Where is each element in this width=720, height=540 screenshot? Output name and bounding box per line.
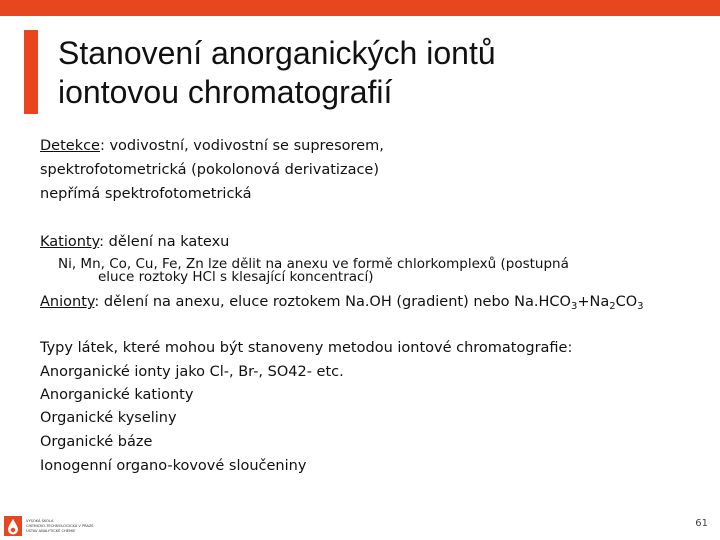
- footer-logo-line1: VYSOKÁ ŠKOLA: [26, 519, 54, 523]
- kationty-text: : dělení na katexu: [99, 234, 230, 250]
- kationty-detail1: Ni, Mn, Co, Cu, Fe, Zn lze dělit na anexu ve formě chlorkomplexů (postupná: [58, 256, 569, 272]
- footer-logo: [4, 516, 124, 538]
- flask-logo-icon: [4, 516, 22, 536]
- detekce-line2: spektrofotometrická (pokolonová derivatizace): [40, 162, 380, 178]
- footer-logo-line2: CHEMICKO-TECHNOLOGICKÁ V PRAZE: [26, 524, 94, 528]
- slide-title: [58, 34, 698, 112]
- slide-title-line2: iontovou chromatografií: [58, 74, 393, 110]
- anionty-line: [40, 292, 644, 312]
- title-accent-bar: [24, 30, 38, 114]
- kationty-line: [40, 232, 229, 252]
- types-item-2: Anorganické kationty: [40, 387, 194, 403]
- detekce-text1: : vodivostní, vodivostní se supresorem,: [99, 138, 384, 154]
- kationty-label: Kationty: [40, 234, 100, 250]
- top-accent-bar: [0, 0, 720, 16]
- types-intro: Typy látek, které mohou být stanoveny metodou iontové chromatografie:: [40, 340, 573, 356]
- detekce-label: Detekce: [40, 138, 100, 154]
- detekce-line3: nepřímá spektrofotometrická: [40, 186, 252, 202]
- anionty-sub1: 3: [570, 301, 578, 312]
- anionty-label: Anionty: [40, 294, 95, 310]
- slide-title-line1: Stanovení anorganických iontů: [58, 35, 496, 71]
- types-item-1: Anorganické ionty jako Cl-, Br-, SO42- etc.: [40, 364, 344, 380]
- anionty-text-a: : dělení na anexu, eluce roztokem Na.OH (gradient) nebo Na.HCO: [94, 294, 571, 310]
- types-item-5: Ionogenní organo-kovové sloučeniny: [40, 458, 307, 474]
- anionty-text-c: CO: [615, 294, 638, 310]
- detekce-line1: [40, 136, 384, 156]
- anionty-text-b: +Na: [577, 294, 610, 310]
- anionty-sub2: 2: [609, 301, 616, 312]
- anionty-sub3: 3: [637, 301, 644, 312]
- kationty-detail2: eluce roztoky HCl s klesající koncentrací): [98, 269, 374, 285]
- types-item-3: Organické kyseliny: [40, 410, 177, 426]
- footer-logo-line3: ÚSTAV ANALYTICKÉ CHEMIE: [26, 529, 76, 533]
- footer-logo-text: [26, 519, 94, 534]
- types-item-4: Organické báze: [40, 434, 153, 450]
- page-number: 61: [695, 518, 708, 529]
